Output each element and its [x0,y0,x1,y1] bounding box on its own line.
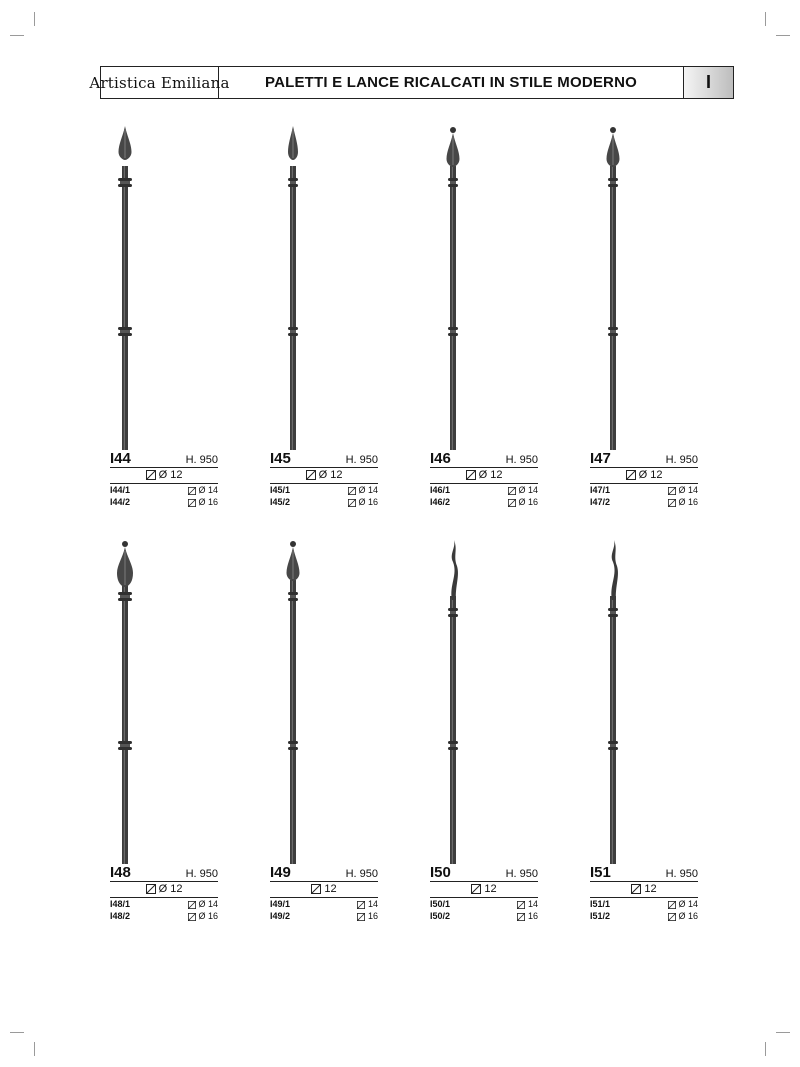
variant-row [270,484,378,496]
square-section-icon [311,884,321,894]
variant-diameter-cell [668,898,698,910]
pole-collar [608,327,618,336]
variant-diameter: Ø 16 [198,911,218,921]
pole-tip [447,127,460,167]
variant-diameter-cell [508,496,538,508]
square-section-icon [146,470,156,480]
variant-code: I45/2 [270,497,291,507]
square-section-icon [508,499,516,507]
product-spec [430,864,538,922]
product-code: I47 [590,450,611,467]
product-diameter: Ø 12 [318,469,343,481]
square-section-icon [357,901,365,909]
square-section-icon [466,470,476,480]
variant-row [430,898,538,910]
variant-row [590,910,698,922]
product-height: H. 950 [185,868,218,880]
variant-diameter-cell [188,496,218,508]
variant-diameter-cell [508,484,538,496]
variant-row [270,910,378,922]
product-diameter-row [590,468,698,484]
pole-collar [608,178,618,187]
variant-code: I48/2 [110,911,131,921]
section-letter: I [683,67,733,98]
variant-diameter-cell [348,496,378,508]
variant-code: I44/1 [110,485,131,495]
pole-collar [448,608,458,617]
product-code: I49 [270,864,291,881]
pole-collar [448,741,458,750]
product-diameter: 12 [324,883,337,895]
crop-mark [10,1032,24,1033]
product-code: I51 [590,864,611,881]
crop-mark [776,35,790,36]
product-diameter-row [430,468,538,484]
square-section-icon [668,901,676,909]
product-diameter: 12 [644,883,657,895]
variant-diameter: Ø 14 [518,485,538,495]
pole-tip [288,126,298,160]
square-section-icon [668,499,676,507]
variant-diameter-cell [348,484,378,496]
pole-tip [287,541,300,581]
variant-row [590,898,698,910]
variant-diameter: Ø 16 [678,911,698,921]
square-section-icon [517,901,525,909]
product-diameter: Ø 12 [158,883,183,895]
variant-row [430,484,538,496]
variant-code: I46/1 [430,485,451,495]
product-diameter-row [110,882,218,898]
crop-mark [765,1042,766,1056]
crop-mark [10,35,24,36]
variant-diameter: Ø 14 [198,899,218,909]
variant-diameter-cell [668,910,698,922]
product-code: I44 [110,450,131,467]
variant-diameter-cell [188,910,218,922]
variant-row [430,496,538,508]
variant-diameter-cell [188,898,218,910]
pole-collar [288,741,298,750]
variant-code: I48/1 [110,899,131,909]
product-spec [590,864,698,922]
pole-tip [451,540,458,600]
variant-code: I49/1 [270,899,291,909]
pole-tip [117,541,133,587]
variant-diameter-cell [668,484,698,496]
brand-logo: Artistica Emiliana [101,67,219,98]
variant-diameter-cell [668,496,698,508]
square-section-icon [348,487,356,495]
pole-collar [608,608,618,617]
product-height: H. 950 [505,868,538,880]
variant-diameter: 16 [367,911,378,921]
square-section-icon [471,884,481,894]
product-diameter-row [590,882,698,898]
product-height: H. 950 [345,868,378,880]
variant-diameter: Ø 16 [518,497,538,507]
product-diameter-row [430,882,538,898]
variant-diameter: Ø 14 [678,485,698,495]
product-diameter: Ø 12 [478,469,503,481]
variant-row [110,484,218,496]
variant-diameter: Ø 16 [358,497,378,507]
product-spec [430,450,538,508]
variant-row [270,898,378,910]
variant-row [110,898,218,910]
square-section-icon [146,884,156,894]
product-diameter-row [110,468,218,484]
crop-mark [34,12,35,26]
pole-drawing [598,540,628,864]
pole-drawing [278,540,308,864]
variant-row [110,496,218,508]
pole-tip [607,127,620,167]
product-code: I48 [110,864,131,881]
pole-collar [288,592,298,601]
square-section-icon [188,499,196,507]
catalog-header [89,66,734,99]
square-section-icon [188,913,196,921]
pole-collar [118,327,132,336]
pole-drawing [438,540,468,864]
pole-collar [118,741,132,750]
square-section-icon [188,901,196,909]
pole-drawing [110,126,140,450]
square-section-icon [517,913,525,921]
square-section-icon [188,487,196,495]
variant-diameter: Ø 16 [678,497,698,507]
variant-row [110,910,218,922]
pole-collar [608,741,618,750]
product-diameter-row [270,468,378,484]
product-diameter: 12 [484,883,497,895]
crop-mark [34,1042,35,1056]
crop-mark [776,1032,790,1033]
variant-diameter: Ø 14 [198,485,218,495]
variant-diameter: 14 [367,899,378,909]
pole-collar [448,178,458,187]
product-spec [590,450,698,508]
square-section-icon [348,499,356,507]
product-code: I50 [430,864,451,881]
square-section-icon [357,913,365,921]
variant-code: I46/2 [430,497,451,507]
product-code: I45 [270,450,291,467]
variant-diameter-cell [517,910,538,922]
pole-drawing [110,540,140,864]
product-spec [270,450,378,508]
variant-code: I50/2 [430,911,451,921]
product-height: H. 950 [185,454,218,466]
pole-drawing [598,126,628,450]
product-spec [110,450,218,508]
variant-code: I45/1 [270,485,291,495]
product-spec [110,864,218,922]
product-spec [270,864,378,922]
page-title: PALETTI E LANCE RICALCATI IN STILE MODERNO [264,74,637,91]
crop-mark [765,12,766,26]
product-height: H. 950 [345,454,378,466]
square-section-icon [668,487,676,495]
pole-tip [119,126,132,160]
pole-collar [288,327,298,336]
variant-diameter: Ø 14 [678,899,698,909]
pole-tip [611,540,618,600]
variant-diameter-cell [188,484,218,496]
product-diameter: Ø 12 [158,469,183,481]
square-section-icon [631,884,641,894]
variant-diameter-cell [357,910,378,922]
product-diameter-row [270,882,378,898]
variant-diameter: 14 [527,899,538,909]
variant-diameter: 16 [527,911,538,921]
variant-diameter-cell [517,898,538,910]
variant-row [590,484,698,496]
square-section-icon [626,470,636,480]
variant-diameter: Ø 14 [358,485,378,495]
square-section-icon [508,487,516,495]
variant-code: I44/2 [110,497,131,507]
variant-row [590,496,698,508]
variant-code: I47/2 [590,497,611,507]
variant-diameter-cell [357,898,378,910]
variant-code: I49/2 [270,911,291,921]
variant-code: I51/2 [590,911,611,921]
product-height: H. 950 [505,454,538,466]
square-section-icon [668,913,676,921]
variant-code: I47/1 [590,485,611,495]
pole-collar [118,592,132,601]
variant-row [430,910,538,922]
pole-drawing [438,126,468,450]
variant-diameter: Ø 16 [198,497,218,507]
square-section-icon [306,470,316,480]
pole-collar [288,178,298,187]
pole-collar [448,327,458,336]
variant-code: I51/1 [590,899,611,909]
pole-collar [118,178,132,187]
product-height: H. 950 [665,868,698,880]
variant-row [270,496,378,508]
product-diameter: Ø 12 [638,469,663,481]
product-code: I46 [430,450,451,467]
product-height: H. 950 [665,454,698,466]
variant-code: I50/1 [430,899,451,909]
pole-drawing [278,126,308,450]
